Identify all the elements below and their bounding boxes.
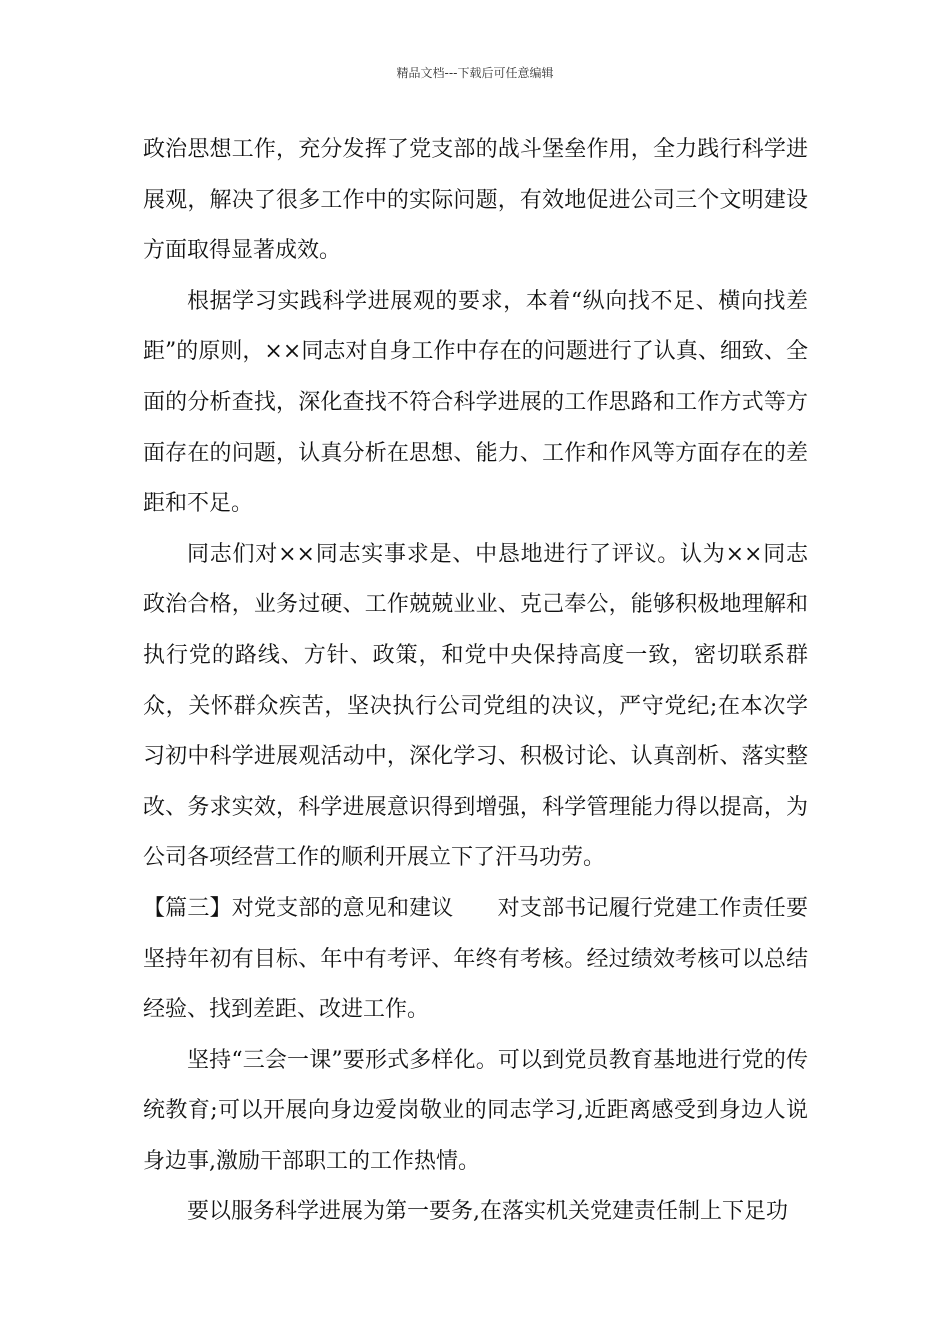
document-body — [143, 125, 808, 1238]
paragraph-2: 根据学习实践科学进展观的要求，本着“纵向找不足、横向找差距”的原则，××同志对自身工作中存在的问题进行了认真、细致、全面的分析查找，深化查找不符合科学进展的工作思路和工作方式等方面存在的问题，认真分析在思想、能力、工作和作风等方面存在的差距和不足。 — [143, 288, 808, 517]
paragraph-3: 同志们对××同志实事求是、中恳地进行了评议。认为××同志政治合格，业务过硬、工作兢兢业业、克己奉公，能够积极地理解和执行党的路线、方针、政策，和党中央保持高度一致，密切联系群众，关怀群众疾苦，坚决执行公司党组的决议，严守党纪;在本次学习初中科学进展观活动中，深化学习、积极讨论、认真剖析、落实整改、务求实效，科学进展意识得到增强，科学管理能力得以提高，为公司各项经营工作的顺利开展立下了汗马功劳。 — [143, 541, 808, 871]
section-heading: 【篇三】对党支部的意见和建议 — [143, 895, 454, 921]
paragraph-4 — [143, 884, 808, 1036]
paragraph-1: 政治思想工作，充分发挥了党支部的战斗堡垒作用，全力践行科学进展观，解决了很多工作中的实际问题，有效地促进公司三个文明建设方面取得显著成效。 — [143, 137, 808, 264]
page-header: 精品文档---下载后可任意编辑 — [396, 66, 554, 80]
paragraph-6: 要以服务科学进展为第一要务,在落实机关党建责任制上下足功 — [187, 1199, 788, 1225]
section-heading-continuation: 对支部书记履行党建工作责任要坚持年初有目标、年中有考评、年终有考核。经过绩效考核可以总结经验、找到差距、改进工作。 — [143, 895, 808, 1023]
paragraph-5: 坚持“三会一课”要形式多样化。可以到党员教育基地进行党的传统教育;可以开展向身边爱岗敬业的同志学习,近距离感受到身边人说身边事,激励干部职工的工作热情。 — [143, 1047, 808, 1174]
